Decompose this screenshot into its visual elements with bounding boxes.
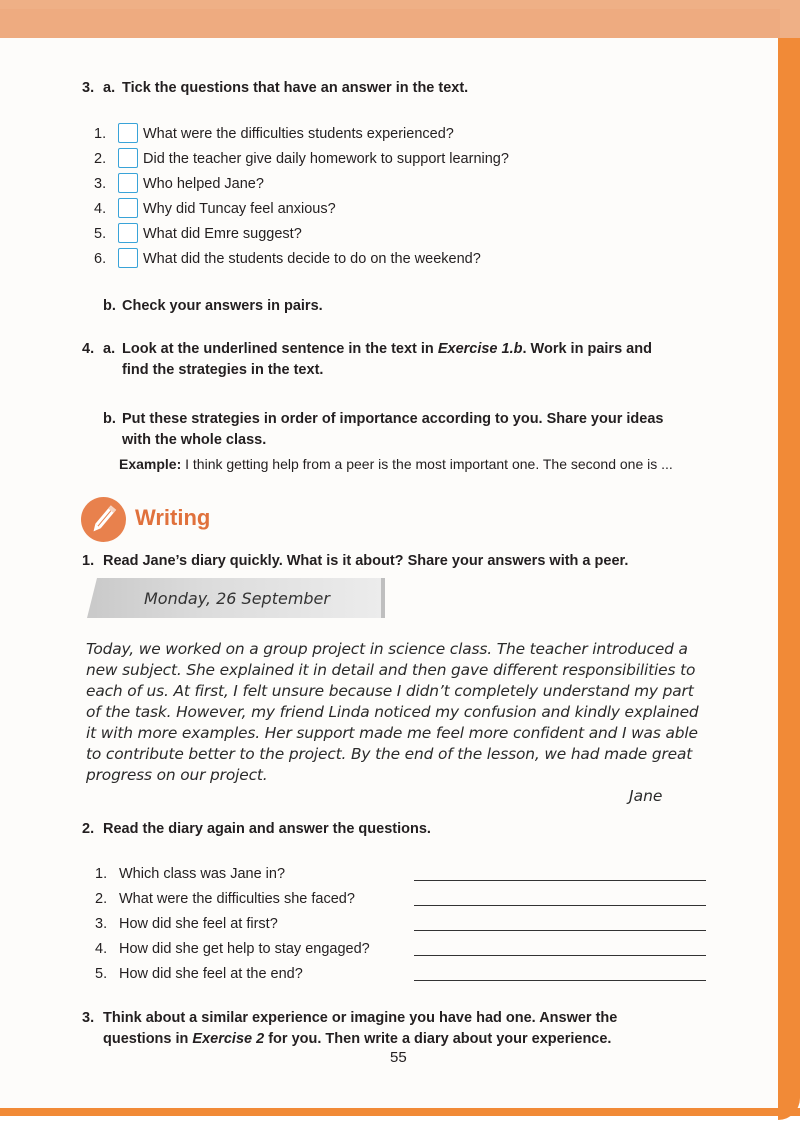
exercise-number: 3. [82,1010,95,1026]
question-text: What did Emre suggest? [143,226,302,242]
section-title: Writing [135,505,211,530]
example-label: Example: [119,456,182,472]
exercise-number: 3. [82,80,95,96]
question-text: How did she feel at first? [119,916,278,932]
page-bottom-border [0,1108,800,1116]
answer-line[interactable] [414,955,706,956]
item-number: 4. [95,941,108,957]
answer-line[interactable] [414,980,706,981]
answer-line[interactable] [414,930,706,931]
instruction-part: with the whole class. [122,432,267,448]
exercise-number: 4. [82,341,95,357]
item-number: 2. [94,151,107,167]
question-text: Which class was Jane in? [119,866,286,882]
exercise-3a-heading [82,78,722,100]
diary-date: Monday, 26 September [144,589,330,608]
exercise-4b-heading [82,409,742,453]
tick-checkbox[interactable] [118,123,138,143]
writing-exercise-1-heading [82,551,742,573]
tick-checkbox[interactable] [118,248,138,268]
writing-exercise-2-heading [82,819,742,841]
exercise-reference: Exercise 1.b [437,341,523,357]
diary-line: Today, we worked on a group project in science class. The teacher introduced a [86,640,688,658]
example-sentence [119,456,673,472]
banner-edge [381,578,385,618]
item-number: 3. [94,176,107,192]
instruction-part: questions in [103,1031,193,1047]
instruction-text: Read the diary again and answer the questions. [103,821,431,837]
item-number: 6. [94,251,107,267]
page-sheet [0,38,778,1108]
item-number: 3. [95,916,108,932]
tick-checkbox[interactable] [118,148,138,168]
diary-line: it with more examples. Her support made me feel more confident and I was able [86,724,698,742]
instruction-part: Put these strategies in order of importance according to you. Share your ideas [122,411,664,427]
part-label: a. [103,341,116,357]
tick-checkbox[interactable] [118,198,138,218]
instruction-text [122,339,742,381]
diary-signature: Jane [629,787,663,805]
tick-checkbox[interactable] [118,173,138,193]
diary-line: progress on our project. [86,766,268,784]
instruction-part: . Work in pairs and [522,341,652,357]
diary-date-banner [87,578,385,618]
question-text: Why did Tuncay feel anxious? [143,201,336,217]
writing-exercise-3-heading [82,1008,742,1052]
question-text: What did the students decide to do on the weekend? [143,251,481,267]
question-text: Did the teacher give daily homework to support learning? [143,151,509,167]
item-number: 1. [95,866,108,882]
item-number: 2. [95,891,108,907]
tick-checkbox[interactable] [118,223,138,243]
part-label: b. [103,411,116,427]
question-text: What were the difficulties she faced? [119,891,355,907]
answer-line[interactable] [414,880,706,881]
part-label: b. [103,298,116,314]
diary-line: to contribute better to the project. By the end of the lesson, we had made great [86,745,693,763]
question-text: How did she feel at the end? [119,966,303,982]
page-number: 55 [390,1049,407,1066]
diary-text [86,639,726,786]
exercise-reference: Exercise 2 [192,1031,265,1047]
item-number: 1. [94,126,107,142]
pencil-icon [81,497,126,542]
instruction-text: Read Jane’s diary quickly. What is it about? Share your answers with a peer. [103,553,629,569]
item-number: 5. [94,226,107,242]
diary-line: new subject. She explained it in detail and then gave different responsibilities to [86,661,696,679]
instruction-part: Think about a similar experience or imagine you have had one. Answer the [103,1010,618,1026]
item-number: 5. [95,966,108,982]
exercise-number: 2. [82,821,95,837]
instruction-text: Tick the questions that have an answer in the text. [122,80,469,96]
exercise-3b-heading [82,296,722,318]
instruction-part: for you. Then write a diary about your experience. [264,1031,612,1047]
item-number: 4. [94,201,107,217]
part-label: a. [103,80,116,96]
question-text: What were the difficulties students experienced? [143,126,454,142]
diary-line: of the task. However, my friend Linda noticed my confusion and kindly explained [86,703,699,721]
instruction-text: Check your answers in pairs. [122,298,323,314]
page-right-border [778,38,800,1120]
exercise-4a-heading [82,339,742,383]
page-top-band-inner [0,9,780,38]
question-text: How did she get help to stay engaged? [119,941,370,957]
instruction-text [103,1008,723,1050]
instruction-part: Look at the underlined sentence in the text in [122,341,438,357]
instruction-text [122,409,742,451]
answer-line[interactable] [414,905,706,906]
instruction-part: find the strategies in the text. [122,362,324,378]
diary-line: each of us. At first, I felt unsure because I didn’t completely understand my part [86,682,694,700]
exercise-number: 1. [82,553,95,569]
question-text: Who helped Jane? [143,176,264,192]
example-text: I think getting help from a peer is the most important one. The second one is ... [181,456,673,472]
